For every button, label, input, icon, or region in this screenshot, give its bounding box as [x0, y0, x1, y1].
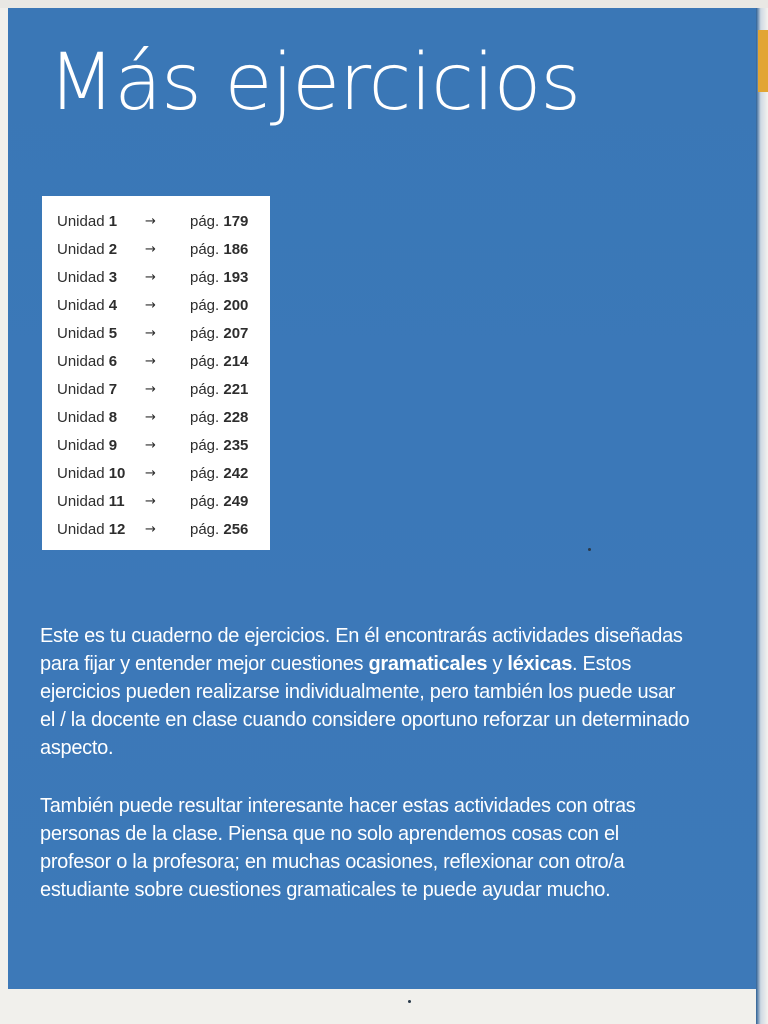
page-number: 256: [223, 521, 249, 538]
page-number: 207: [223, 325, 249, 342]
page-top-margin: [0, 0, 768, 8]
unit-number: 12: [108, 521, 126, 538]
page-reference: pág. 249: [190, 493, 249, 510]
toc-row: [42, 320, 270, 348]
unit-label: Unidad 3: [57, 269, 118, 286]
arrow-icon: →: [145, 354, 156, 369]
unit-number: 6: [108, 353, 118, 370]
page-reference: pág. 207: [190, 325, 249, 342]
unit-number: 8: [108, 409, 118, 426]
toc-row: [42, 236, 270, 264]
unit-label: Unidad 7: [57, 381, 118, 398]
page-number: 214: [223, 353, 249, 370]
arrow-icon: →: [145, 438, 156, 453]
toc-row: [42, 292, 270, 320]
page-number: 193: [223, 269, 249, 286]
orange-page-tab: [758, 30, 768, 92]
arrow-icon: →: [145, 466, 156, 481]
toc-row: [42, 488, 270, 516]
unit-number: 9: [108, 437, 118, 454]
arrow-icon: →: [145, 242, 156, 257]
toc-row: [42, 376, 270, 404]
page-reference: pág. 193: [190, 269, 249, 286]
page-number: 228: [223, 409, 249, 426]
page-title: Más ejercicios: [48, 38, 580, 128]
arrow-icon: →: [145, 410, 156, 425]
toc-row: [42, 208, 270, 236]
arrow-icon: →: [145, 214, 156, 229]
unit-label: Unidad 10: [57, 465, 126, 482]
page-reference: pág. 179: [190, 213, 249, 230]
unit-label: Unidad 2: [57, 241, 118, 258]
unit-label: Unidad 4: [57, 297, 118, 314]
arrow-icon: →: [145, 522, 156, 537]
intro-paragraph-1: Este es tu cuaderno de ejercicios. En él encontrarás actividades diseñadas para fijar y entender mejor cuestiones gramaticales y léxicas. Estos ejercicios pueden realizarse individualmente, pero también los puede usar el / la docente en clase cuando considere oportuno reforzar un determinado aspecto.: [40, 625, 690, 759]
arrow-icon: →: [145, 382, 156, 397]
unit-number: 11: [108, 493, 125, 510]
page-reference: pág. 228: [190, 409, 249, 426]
unit-label: Unidad 8: [57, 409, 118, 426]
toc-row: [42, 404, 270, 432]
arrow-icon: →: [145, 298, 156, 313]
page-reference: pág. 242: [190, 465, 249, 482]
unit-number: 5: [108, 325, 118, 342]
page-number: 186: [223, 241, 249, 258]
page-number: 200: [223, 297, 249, 314]
book-gutter-edge: [756, 8, 768, 1024]
scan-speck: [408, 1000, 411, 1003]
unit-number: 2: [108, 241, 118, 258]
toc-row: [42, 432, 270, 460]
unit-number: 1: [108, 213, 118, 230]
page-number: 235: [223, 437, 249, 454]
page-reference: pág. 256: [190, 521, 249, 538]
unit-number: 4: [108, 297, 118, 314]
intro-paragraph-2: También puede resultar interesante hacer estas actividades con otras personas de la clase. Piensa que no solo aprendemos cosas con el profesor o la profesora; en muchas ocasiones, reflexionar con otro/a estudiante sobre cuestiones gramaticales te puede ayudar mucho.: [40, 795, 636, 901]
unit-label: Unidad 5: [57, 325, 118, 342]
unit-label: Unidad 6: [57, 353, 118, 370]
unit-number: 3: [108, 269, 118, 286]
page-reference: pág. 214: [190, 353, 249, 370]
page-number: 179: [223, 213, 249, 230]
toc-row: [42, 264, 270, 292]
unit-label: Unidad 1: [57, 213, 118, 230]
scan-speck: [588, 548, 591, 551]
unit-index-box: [42, 196, 270, 550]
page-reference: pág. 200: [190, 297, 249, 314]
page-number: 221: [223, 381, 249, 398]
page-reference: pág. 221: [190, 381, 249, 398]
toc-row: [42, 516, 270, 544]
bold-term-gramaticales: gramaticales: [368, 653, 488, 675]
unit-label: Unidad 9: [57, 437, 118, 454]
arrow-icon: →: [145, 270, 156, 285]
bold-term-lexicas: léxicas: [507, 653, 573, 675]
page-number: 242: [223, 465, 249, 482]
arrow-icon: →: [145, 494, 156, 509]
unit-number: 7: [108, 381, 118, 398]
unit-label: Unidad 12: [57, 521, 126, 538]
page-reference: pág. 235: [190, 437, 249, 454]
toc-row: [42, 348, 270, 376]
arrow-icon: →: [145, 326, 156, 341]
unit-number: 10: [108, 465, 126, 482]
page-number: 249: [223, 493, 249, 510]
page-reference: pág. 186: [190, 241, 249, 258]
toc-row: [42, 460, 270, 488]
unit-label: Unidad 11: [57, 493, 125, 510]
